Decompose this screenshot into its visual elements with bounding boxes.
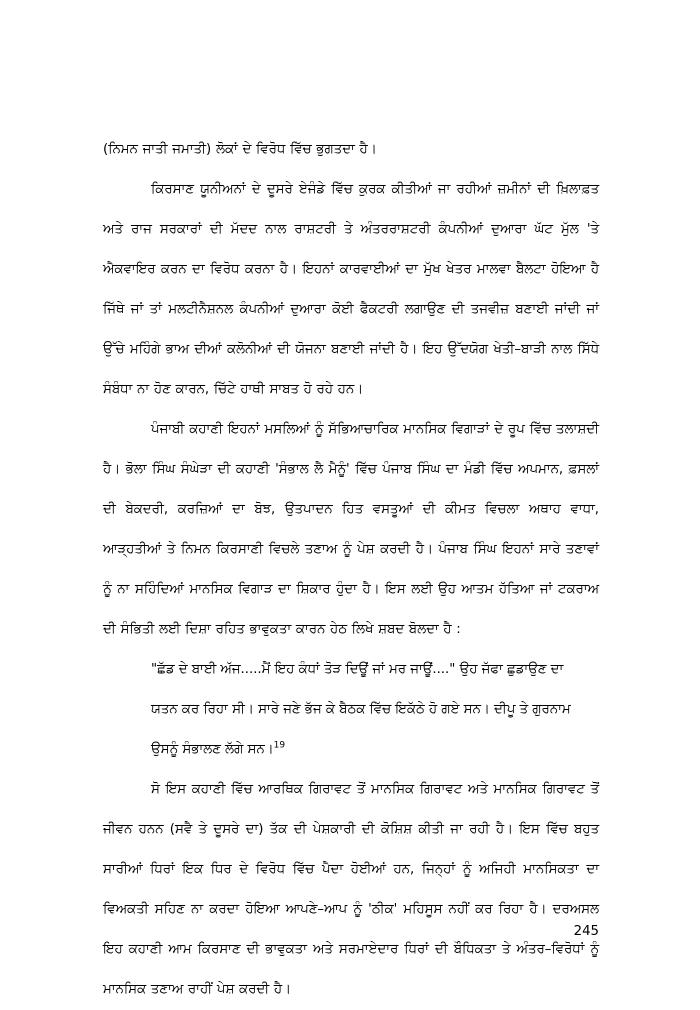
block-quote [103, 650, 599, 770]
paragraph-1: (ਨਿਮਨ ਜਾਤੀ ਜਮਾਤੀ) ਲੋਕਾਂ ਦੇ ਵਿਰੋਧ ਵਿੱਚ ਭੁਗਤਦਾ ਹੈ। [103, 142, 377, 157]
paragraph-2: ਕਿਰਸਾਣ ਯੂਨੀਅਨਾਂ ਦੇ ਦੂਸਰੇ ਏਜੰਡੇ ਵਿੱਚ ਕੁਰਕ ਕੀਤੀਆਂ ਜਾ ਰਹੀਆਂ ਜ਼ਮੀਨਾਂ ਦੀ ਖ਼ਿਲਾਫ਼ਤ ਅਤੇ ਰਾਜ ਸਰਕਾਰਾਂ ਦੀ ਮੱਦਦ ਨਾਲ ਰਾਸ਼ਟਰੀ ਤੇ ਅੰਤਰਰਾਸ਼ਟਰੀ ਕੰਪਨੀਆਂ ਦੁਆਰਾ ਘੱਟ ਮੁੱਲ 'ਤੇ ਐਕਵਾਇਰ ਕਰਨ ਦਾ ਵਿਰੋਧ ਕਰਨਾ ਹੈ। ਇਹਨਾਂ ਕਾਰਵਾਈਆਂ ਦਾ ਮੁੱਖ ਖੇਤਰ ਮਾਲਵਾ ਬੈਲਟਾ ਹੋਇਆ ਹੈ ਜਿੱਥੇ ਜਾਂ ਤਾਂ ਮਲਟੀਨੈਸ਼ਨਲ ਕੰਪਨੀਆਂ ਦੁਆਰਾ ਕੋਈ ਫੈਕਟਰੀ ਲਗਾਉਣ ਦੀ ਤਜਵੀਜ਼ ਬਣਾਈ ਜਾਂਦੀ ਜਾਂ ਉੱਚੇ ਮਹਿੰਗੇ ਭਾਅ ਦੀਆਂ ਕਲੋਨੀਆਂ ਦੀ ਯੋਜਨਾ ਬਣਾਈ ਜਾਂਦੀ ਹੈ। ਇਹ ਉੱਦਯੋਗ ਖੇਤੀ–ਬਾੜੀ ਨਾਲ ਸਿੱਧੇ ਸੰਬੰਧਾ ਨਾ ਹੋਣ ਕਾਰਨ, ਚਿੱਟੇ ਹਾਥੀ ਸਾਬਤ ਹੋ ਰਹੇ ਹਨ। [103, 182, 599, 397]
page-body [103, 130, 599, 1010]
quote-line-3-text: ਉਸਨੂੰ ਸੰਭਾਲਣ ਲੱਗੇ ਸਨ। [151, 742, 274, 757]
paragraph-4: ਸੋ ਇਸ ਕਹਾਣੀ ਵਿੱਚ ਆਰਥਿਕ ਗਿਰਾਵਟ ਤੋਂ ਮਾਨਸਿਕ ਗਿਰਾਵਟ ਅਤੇ ਮਾਨਸਿਕ ਗਿਰਾਵਟ ਤੋਂ ਜੀਵਨ ਹਨਨ (ਸਵੈ ਤੇ ਦੂਸਰੇ ਦਾ) ਤੱਕ ਦੀ ਪੇਸ਼ਕਾਰੀ ਦੀ ਕੋਸ਼ਿਸ਼ ਕੀਤੀ ਜਾ ਰਹੀ ਹੈ। ਇਸ ਵਿੱਚ ਬਹੁਤ ਸਾਰੀਆਂ ਧਿਰਾਂ ਇਕ ਧਿਰ ਦੇ ਵਿਰੋਧ ਵਿੱਚ ਪੈਦਾ ਹੋਈਆਂ ਹਨ, ਜਿਨ੍ਹਾਂ ਨੂੰ ਅਜਿਹੀ ਮਾਨਸਿਕਤਾ ਦਾ ਵਿਅਕਤੀ ਸਹਿਣ ਨਾ ਕਰਦਾ ਹੋਇਆ ਆਪਣੇ–ਆਪ ਨੂੰ 'ਠੀਕ' ਮਹਿਸੂਸ ਨਹੀਂ ਕਰ ਰਿਹਾ ਹੈ। ਦਰਅਸਲ ਇਹ ਕਹਾਣੀ ਆਮ ਕਿਰਸਾਣ ਦੀ ਭਾਵੁਕਤਾ ਅਤੇ ਸਰਮਾਏਦਾਰ ਧਿਰਾਂ ਦੀ ਬੌਧਿਕਤਾ ਤੇ ਅੰਤਰ–ਵਿਰੋਧਾਂ ਨੂੰ ਮਾਨਸਿਕ ਤਣਾਅ ਰਾਹੀਂ ਪੇਸ਼ ਕਰਦੀ ਹੈ। [103, 782, 599, 997]
quote-line-3 [151, 730, 599, 770]
page-number: 245 [573, 924, 599, 939]
paragraph-3: ਪੰਜਾਬੀ ਕਹਾਣੀ ਇਹਨਾਂ ਮਸਲਿਆਂ ਨੂੰ ਸੱਭਿਆਚਾਰਿਕ ਮਾਨਸਿਕ ਵਿਗਾੜਾਂ ਦੇ ਰੂਪ ਵਿੱਚ ਤਲਾਸ਼ਦੀ ਹੈ। ਭੋਲਾ ਸਿੰਘ ਸੰਘੇੜਾ ਦੀ ਕਹਾਣੀ 'ਸੰਭਾਲ ਲੈ ਮੈਨੂੰ' ਵਿੱਚ ਪੰਜਾਬ ਸਿੰਘ ਦਾ ਮੰਡੀ ਵਿੱਚ ਅਪਮਾਨ, ਫ਼ਸਲਾਂ ਦੀ ਬੇਕਦਰੀ, ਕਰਜ਼ਿਆਂ ਦਾ ਬੋਝ, ਉਤਪਾਦਨ ਹਿਤ ਵਸਤੂਆਂ ਦੀ ਕੀਮਤ ਵਿਚਲਾ ਅਥਾਹ ਵਾਧਾ, ਆੜ੍ਹਤੀਆਂ ਤੇ ਨਿਮਨ ਕਿਰਸਾਣੀ ਵਿਚਲੇ ਤਣਾਅ ਨੂੰ ਪੇਸ਼ ਕਰਦੀ ਹੈ। ਪੰਜਾਬ ਸਿੰਘ ਇਹਨਾਂ ਸਾਰੇ ਤਣਾਵਾਂ ਨੂੰ ਨਾ ਸਹਿੰਦਿਆਂ ਮਾਨਸਿਕ ਵਿਗਾੜ ਦਾ ਸ਼ਿਕਾਰ ਹੁੰਦਾ ਹੈ। ਇਸ ਲਈ ਉਹ ਆਤਮ ਹੱਤਿਆ ਜਾਂ ਟਕਰਾਅ ਦੀ ਸੰਭਿਤੀ ਲਈ ਦਿਸ਼ਾ ਰਹਿਤ ਭਾਵੁਕਤਾ ਕਾਰਨ ਹੇਠ ਲਿਖੇ ਸ਼ਬਦ ਬੋਲਦਾ ਹੈ : [103, 422, 599, 637]
quote-line-2: ਯਤਨ ਕਰ ਰਿਹਾ ਸੀ। ਸਾਰੇ ਜਣੇ ਭੱਜ ਕੇ ਬੈਠਕ ਵਿੱਚ ਇਕੱਠੇ ਹੋ ਗਏ ਸਨ। ਦੀਪੂ ਤੇ ਗੁਰਨਾਮ [151, 702, 571, 717]
footnote-marker: 19 [273, 740, 286, 751]
quote-line-1: "ਛੱਡ ਦੇ ਬਾਈ ਅੱਜ.....ਮੈਂ ਇਹ ਕੰਧਾਂ ਤੋੜ ਦਿਊਂ ਜਾਂ ਮਰ ਜਾਊਂ...." ਉਹ ਜੱਫਾ ਛੁਡਾਉਣ ਦਾ [151, 662, 564, 677]
